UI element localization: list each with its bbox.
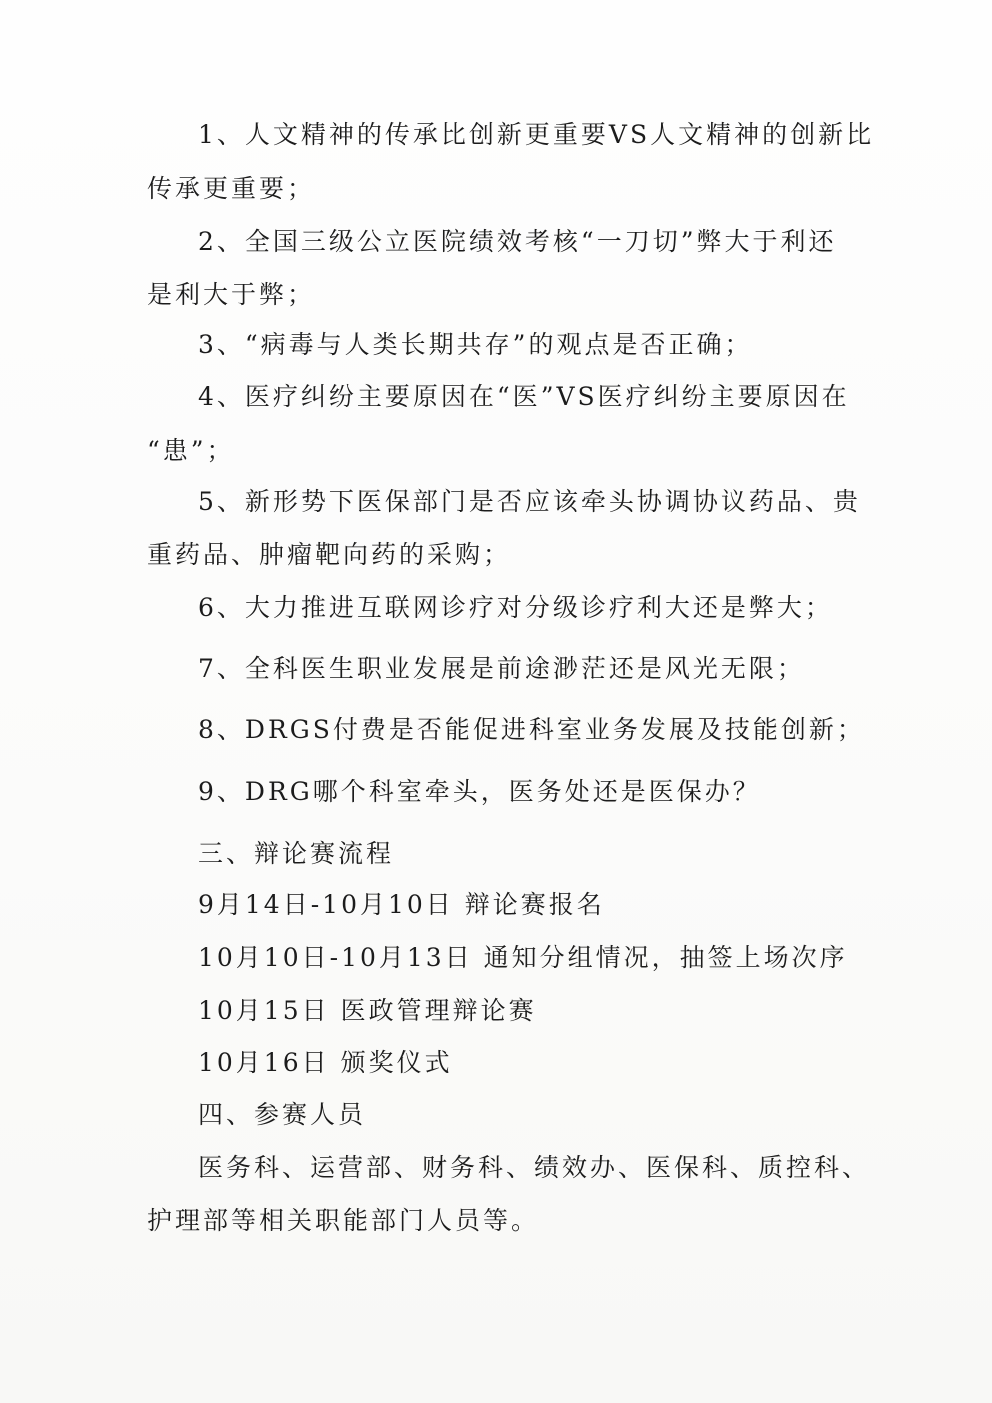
topic-5-line-2: 重药品、肿瘤靶向药的采购； bbox=[147, 540, 512, 569]
topic-1-line-1: 1、人文精神的传承比创新更重要VS人文精神的创新比 bbox=[198, 120, 875, 149]
topic-2-line-2: 是利大于弊； bbox=[147, 280, 316, 309]
schedule-item-debate: 10月15日 医政管理辩论赛 bbox=[198, 996, 537, 1025]
participants-line-2: 护理部等相关职能部门人员等。 bbox=[147, 1206, 540, 1235]
topic-9: 9、DRG哪个科室牵头，医务处还是医保办？ bbox=[198, 777, 761, 806]
topic-4-line-2: “患”； bbox=[147, 436, 235, 465]
topic-3: 3、“病毒与人类长期共存”的观点是否正确； bbox=[198, 330, 753, 359]
topic-8: 8、DRGS付费是否能促进科室业务发展及技能创新； bbox=[198, 715, 865, 744]
topic-4-line-1: 4、医疗纠纷主要原因在“医”VS医疗纠纷主要原因在 bbox=[198, 382, 850, 411]
participants-line-1: 医务科、运营部、财务科、绩效办、医保科、质控科、 bbox=[198, 1153, 871, 1182]
section-3-heading: 三、辩论赛流程 bbox=[198, 839, 395, 868]
schedule-item-awards: 10月16日 颁奖仪式 bbox=[198, 1048, 453, 1077]
topic-2-line-1: 2、全国三级公立医院绩效考核“一刀切”弊大于利还 bbox=[198, 227, 837, 256]
section-4-heading: 四、参赛人员 bbox=[198, 1100, 367, 1129]
topic-7: 7、全科医生职业发展是前途渺茫还是风光无限； bbox=[198, 654, 805, 683]
schedule-item-grouping: 10月10日-10月13日 通知分组情况，抽签上场次序 bbox=[198, 943, 848, 972]
topic-5-line-1: 5、新形势下医保部门是否应该牵头协调协议药品、贵 bbox=[198, 487, 861, 516]
topic-1-line-2: 传承更重要； bbox=[147, 174, 316, 203]
topic-6: 6、大力推进互联网诊疗对分级诊疗利大还是弊大； bbox=[198, 593, 833, 622]
schedule-item-registration: 9月14日-10月10日 辩论赛报名 bbox=[198, 890, 605, 919]
